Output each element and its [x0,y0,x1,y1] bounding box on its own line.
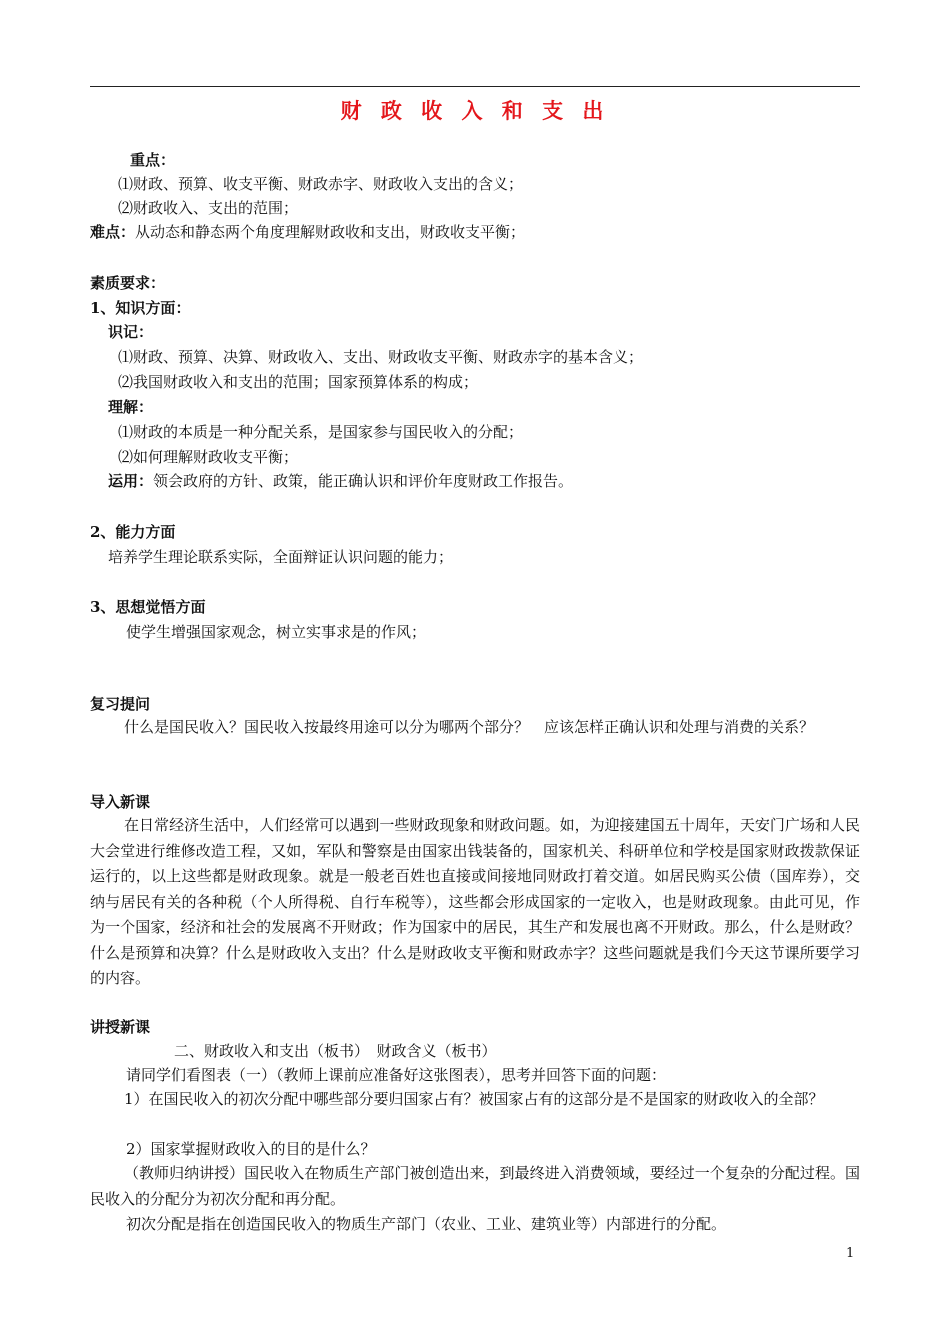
lecture-summary: （教师归纳讲授）国民收入在物质生产部门被创造出来，到最终进入消费领域，要经过一个复杂的分配过程。国民收入的分配分为初次分配和再分配。 [90,1164,860,1208]
focus-item: ⑴财政、预算、收支平衡、财政赤字、财政收入支出的含义； [118,175,524,193]
intro-heading: 导入新课 [90,793,151,811]
intro-text: 在日常经济生活中，人们经常可以遇到一些财政现象和财政问题。如，为迎接建国五十周年，天安门广场和人民大会堂进行维修改造工程，又如，军队和警察是由国家出钱装备的，国家机关、科研单位和学校是国家财政拨款保证运行的，以上这些都是财政现象。就是一般老百姓也直接或间接地同财政打着交道。如居民购买公债（国库券），交纳与居民有关的各种税（个人所得税、自行车税等），这些都会形成国家的一定收入，也是财政现象。由此可见，作为一个国家，经济和社会的发展离不开财政；作为国家中的居民，其生产和发展也离不开财政。那么，什么是财政？什么是预算和决算？什么是财政收入支出？什么是财政收支平衡和财政赤字？这些问题就是我们今天这节课所要学习的内容。 [90,816,860,987]
understand-item: ⑵如何理解财政收支平衡； [118,448,299,466]
apply-line [108,471,573,491]
review-text: 什么是国民收入？国民收入按最终用途可以分为哪两个部分？ 应该怎样正确认识和处理与消费的关系？ [124,718,815,736]
thought-text: 使学生增强国家观念，树立实事求是的作风； [126,623,427,641]
understand-item: ⑴财政的本质是一种分配关系，是国家参与国民收入的分配； [118,423,524,441]
lecture-heading: 讲授新课 [90,1018,151,1036]
header-rule [90,86,860,87]
understand-label: 理解： [108,398,154,416]
ability-text: 培养学生理论联系实际，全面辩证认识问题的能力； [108,548,454,566]
memorize-label: 识记： [108,323,154,341]
thought-heading: 3、思想觉悟方面 [90,598,206,616]
lecture-board: 二、财政收入和支出（板书） 财政含义（板书） [174,1042,497,1060]
focus-heading: 重点： [130,151,176,169]
review-heading: 复习提问 [90,695,151,713]
lecture-question-1: 1）在国民收入的初次分配中哪些部分要归国家占有？被国家占有的这部分是不是国家的财政收入的全部？ [124,1090,824,1108]
lecture-primary: 初次分配是指在创造国民收入的物质生产部门（农业、工业、建筑业等）内部进行的分配。 [126,1215,727,1233]
page-number: 1 [846,1246,855,1261]
apply-text: 领会政府的方针、政策，能正确认识和评价年度财政工作报告。 [153,472,574,490]
difficulty-text: 从动态和静态两个角度理解财政收和支出，财政收支平衡； [135,223,526,241]
lecture-prompt: 请同学们看图表（一）（教师上课前应准备好这张图表），思考并回答下面的问题： [126,1066,667,1084]
difficulty-label: 难点： [90,223,136,241]
ability-heading: 2、能力方面 [90,523,176,541]
memorize-item: ⑵我国财政收入和支出的范围；国家预算体系的构成； [118,373,479,391]
quality-heading: 素质要求： [90,274,166,292]
apply-label: 运用： [108,472,154,490]
difficulty-line [90,222,525,242]
focus-item: ⑵财政收入、支出的范围； [118,199,299,217]
page-title: 财 政 收 入 和 支 出 [340,98,610,123]
memorize-item: ⑴财政、预算、决算、财政收入、支出、财政收支平衡、财政赤字的基本含义； [118,348,644,366]
lecture-question-2: 2）国家掌握财政收入的目的是什么？ [126,1140,376,1158]
knowledge-heading: 1、知识方面： [90,299,191,317]
